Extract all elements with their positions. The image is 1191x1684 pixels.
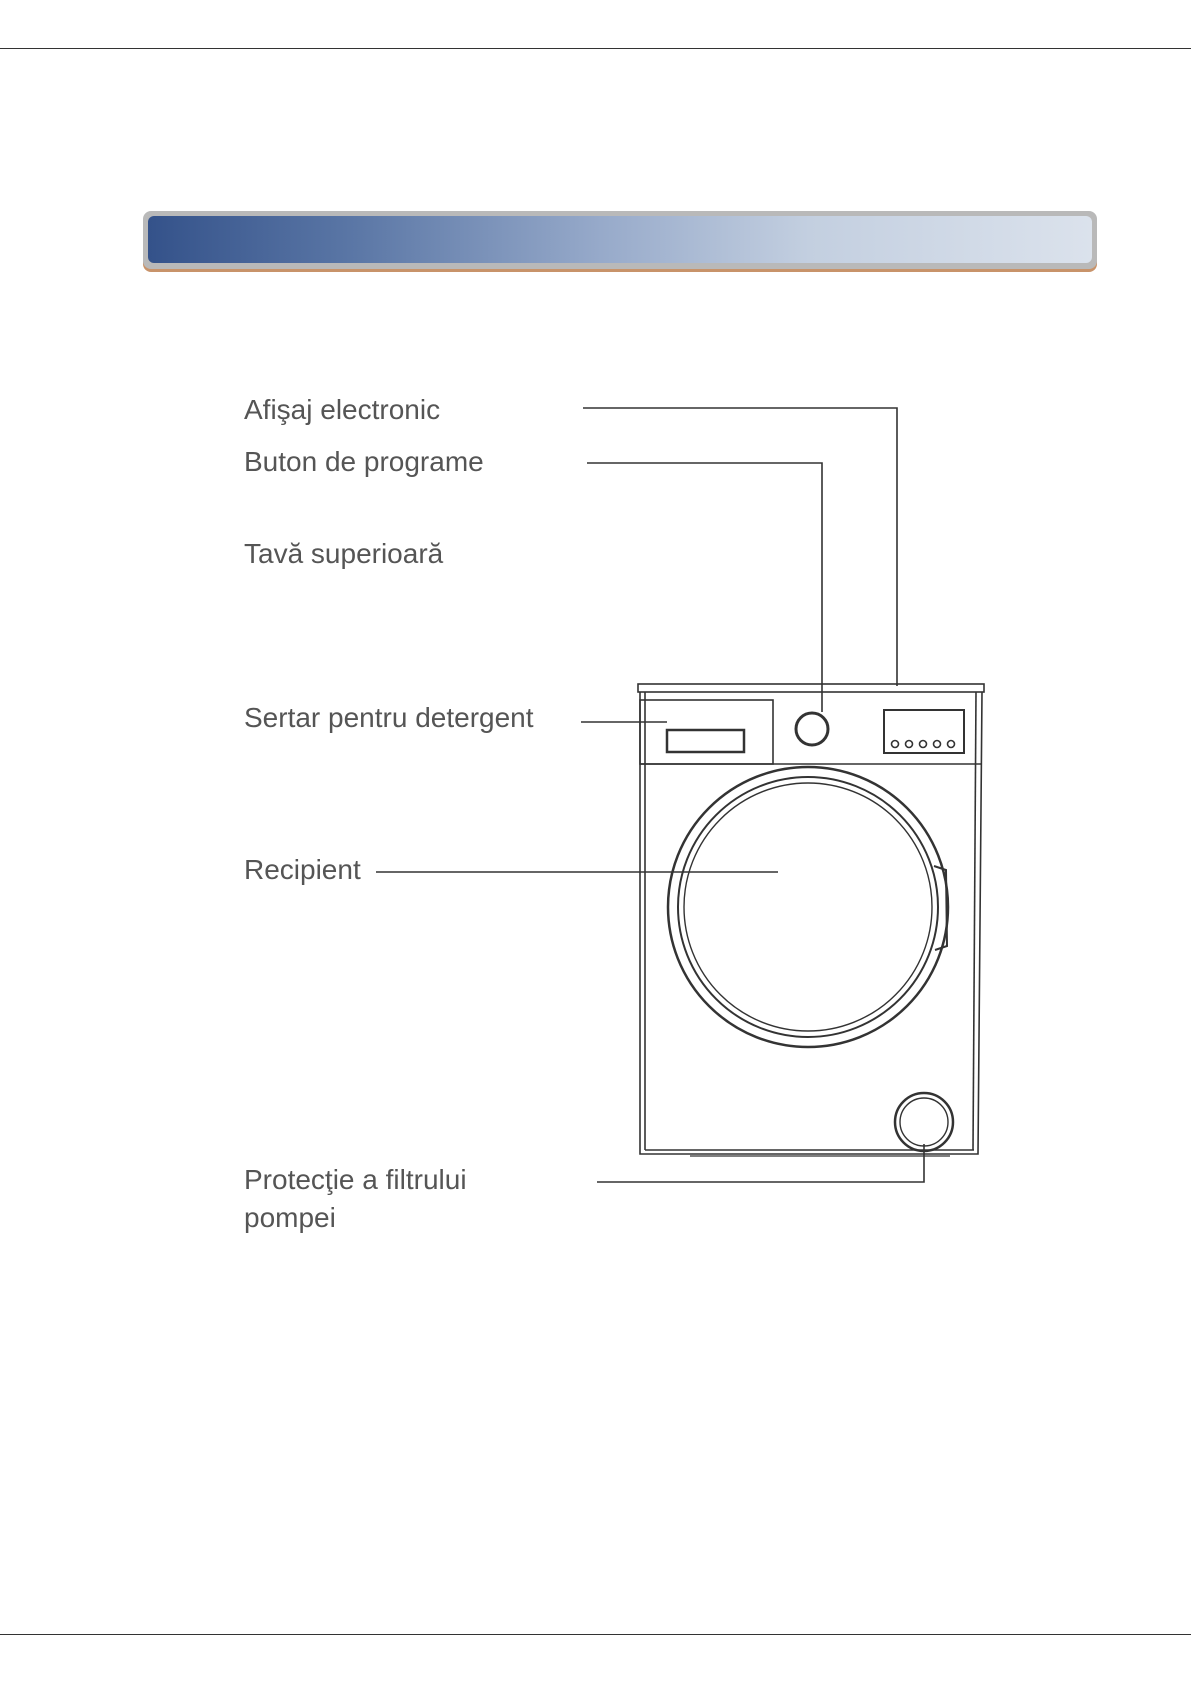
label-drum: Recipient (244, 854, 361, 885)
display-button-4-icon (934, 741, 941, 748)
drum-door (668, 767, 948, 1047)
footer-rule (0, 1634, 1191, 1635)
label-pump-filter-line1: Protecţie a filtrului (244, 1164, 467, 1195)
label-detergent-drawer: Sertar pentru detergent (244, 702, 534, 733)
control-panel (640, 700, 964, 764)
label-pump-filter-line2: pompei (244, 1202, 336, 1233)
label-program-knob: Buton de programe (244, 446, 484, 477)
program-knob-icon (796, 713, 828, 745)
display-button-1-icon (892, 741, 899, 748)
leader-line-program-knob (587, 463, 822, 712)
detergent-drawer-front (640, 700, 773, 764)
display-button-5-icon (948, 741, 955, 748)
leader-line-display (583, 408, 897, 686)
display-button-3-icon (920, 741, 927, 748)
pump-filter-cover (895, 1093, 953, 1151)
label-electronic-display: Afişaj electronic (244, 394, 441, 425)
drawer-handle (667, 730, 744, 752)
machine-cabinet (638, 684, 984, 1156)
display-button-2-icon (906, 741, 913, 748)
label-top-tray: Tavă superioară (244, 538, 444, 569)
